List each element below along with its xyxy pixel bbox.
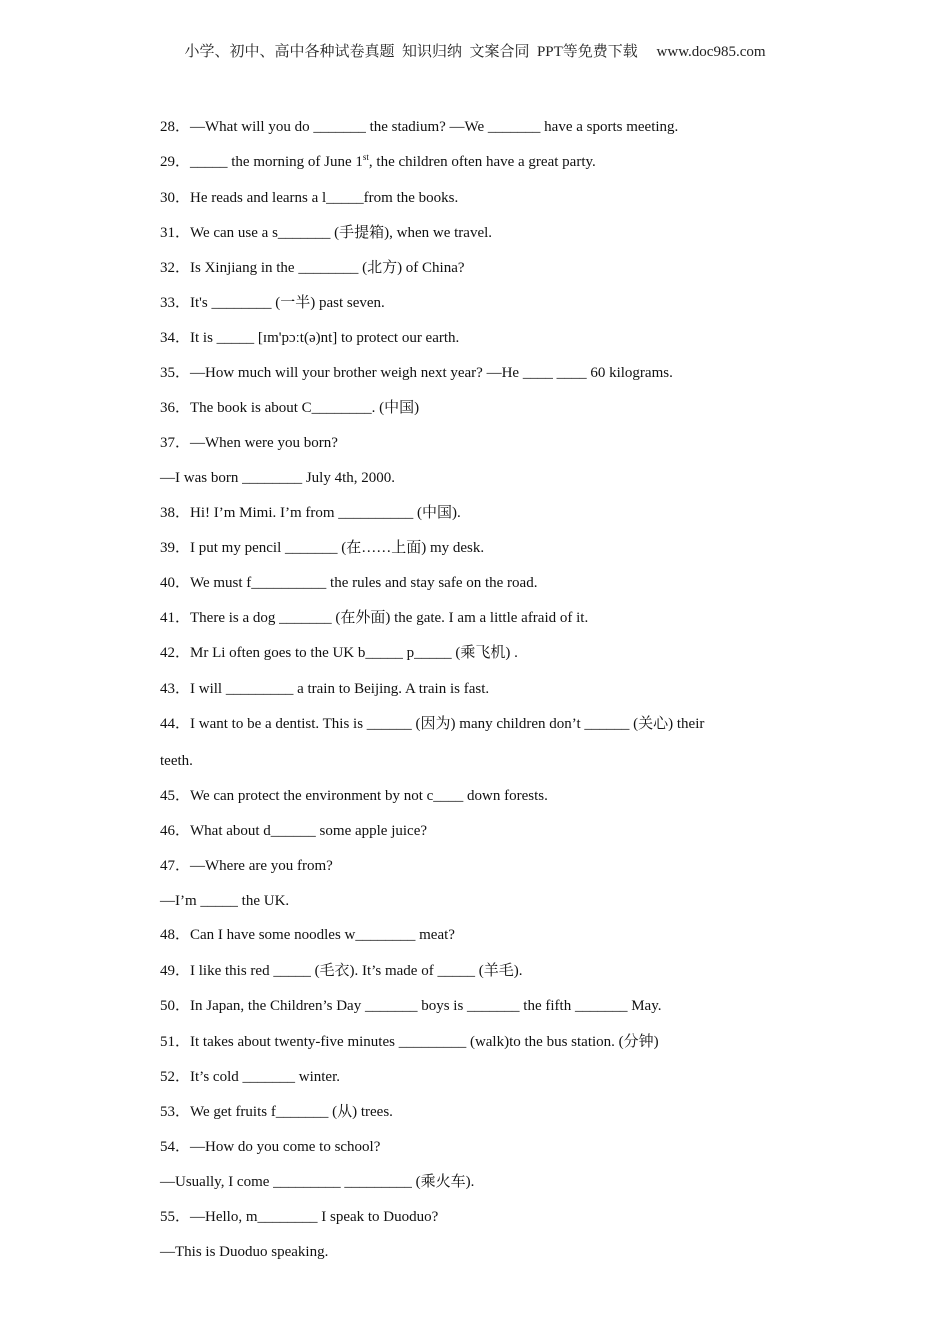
question-34: 34．It is _____ [ɪm'pɔːt(ə)nt] to protect our earth.: [160, 330, 460, 346]
question-29-after: , the children often have a great party.: [368, 154, 596, 170]
question-52: 52．It’s cold _______ winter.: [160, 1069, 340, 1085]
question-32: 32．Is Xinjiang in the ________ (北方) of China?: [160, 260, 465, 276]
question-48: 48．Can I have some noodles w________ meat?: [160, 927, 455, 943]
question-37: 37．—When were you born?: [160, 435, 338, 451]
question-29-ordinal: st: [362, 152, 369, 162]
question-40: 40．We must f__________ the rules and stay safe on the road.: [160, 575, 538, 591]
question-50: 50．In Japan, the Children’s Day _______ boys is _______ the fifth _______ May.: [160, 998, 662, 1014]
question-36: 36．The book is about C________. (中国): [160, 400, 420, 416]
question-29-before: 29．_____ the morning of June 1: [160, 154, 363, 170]
question-38: 38．Hi! I’m Mimi. I’m from __________ (中国).: [160, 505, 461, 521]
question-55: 55．—Hello, m________ I speak to Duoduo?: [160, 1209, 439, 1225]
question-28: 28．—What will you do _______ the stadium? —We _______ have a sports meeting.: [160, 119, 679, 135]
question-31: 31．We can use a s_______ (手提箱), when we travel.: [160, 225, 493, 241]
question-44-continued: teeth.: [160, 753, 193, 769]
page-header: 小学、初中、高中各种试卷真题 知识归纳 文案合同 PPT等免费下载 www.doc985.com: [184, 44, 766, 60]
question-35: 35．—How much will your brother weigh next year? —He ____ ____ 60 kilograms.: [160, 365, 673, 381]
question-49: 49．I like this red _____ (毛衣). It’s made of _____ (羊毛).: [160, 963, 523, 979]
question-41: 41．There is a dog _______ (在外面) the gate. I am a little afraid of it.: [160, 610, 589, 626]
question-47: 47．—Where are you from?: [160, 858, 333, 874]
question-45: 45．We can protect the environment by not c____ down forests.: [160, 788, 548, 804]
question-47-answer: —I’m _____ the UK.: [160, 893, 290, 909]
question-53: 53．We get fruits f_______ (从) trees.: [160, 1104, 393, 1120]
question-46: 46．What about d______ some apple juice?: [160, 823, 428, 839]
question-51: 51．It takes about twenty-five minutes _________ (walk)to the bus station. (分钟): [160, 1034, 659, 1050]
question-43: 43．I will _________ a train to Beijing. A train is fast.: [160, 681, 490, 697]
question-30: 30．He reads and learns a l_____from the books.: [160, 190, 459, 206]
question-44: 44．I want to be a dentist. This is ______ (因为) many children don’t ______ (关心) their: [160, 716, 705, 732]
question-33: 33．It's ________ (一半) past seven.: [160, 295, 385, 311]
question-55-answer: —This is Duoduo speaking.: [160, 1244, 329, 1260]
question-37-answer: —I was born ________ July 4th, 2000.: [160, 470, 395, 486]
question-42: 42．Mr Li often goes to the UK b_____ p_____ (乘飞机) .: [160, 645, 518, 661]
question-39: 39．I put my pencil _______ (在……上面) my desk.: [160, 540, 485, 556]
question-29: [160, 152, 596, 172]
question-54-answer: —Usually, I come _________ _________ (乘火车).: [160, 1174, 475, 1190]
question-54: 54．—How do you come to school?: [160, 1139, 381, 1155]
